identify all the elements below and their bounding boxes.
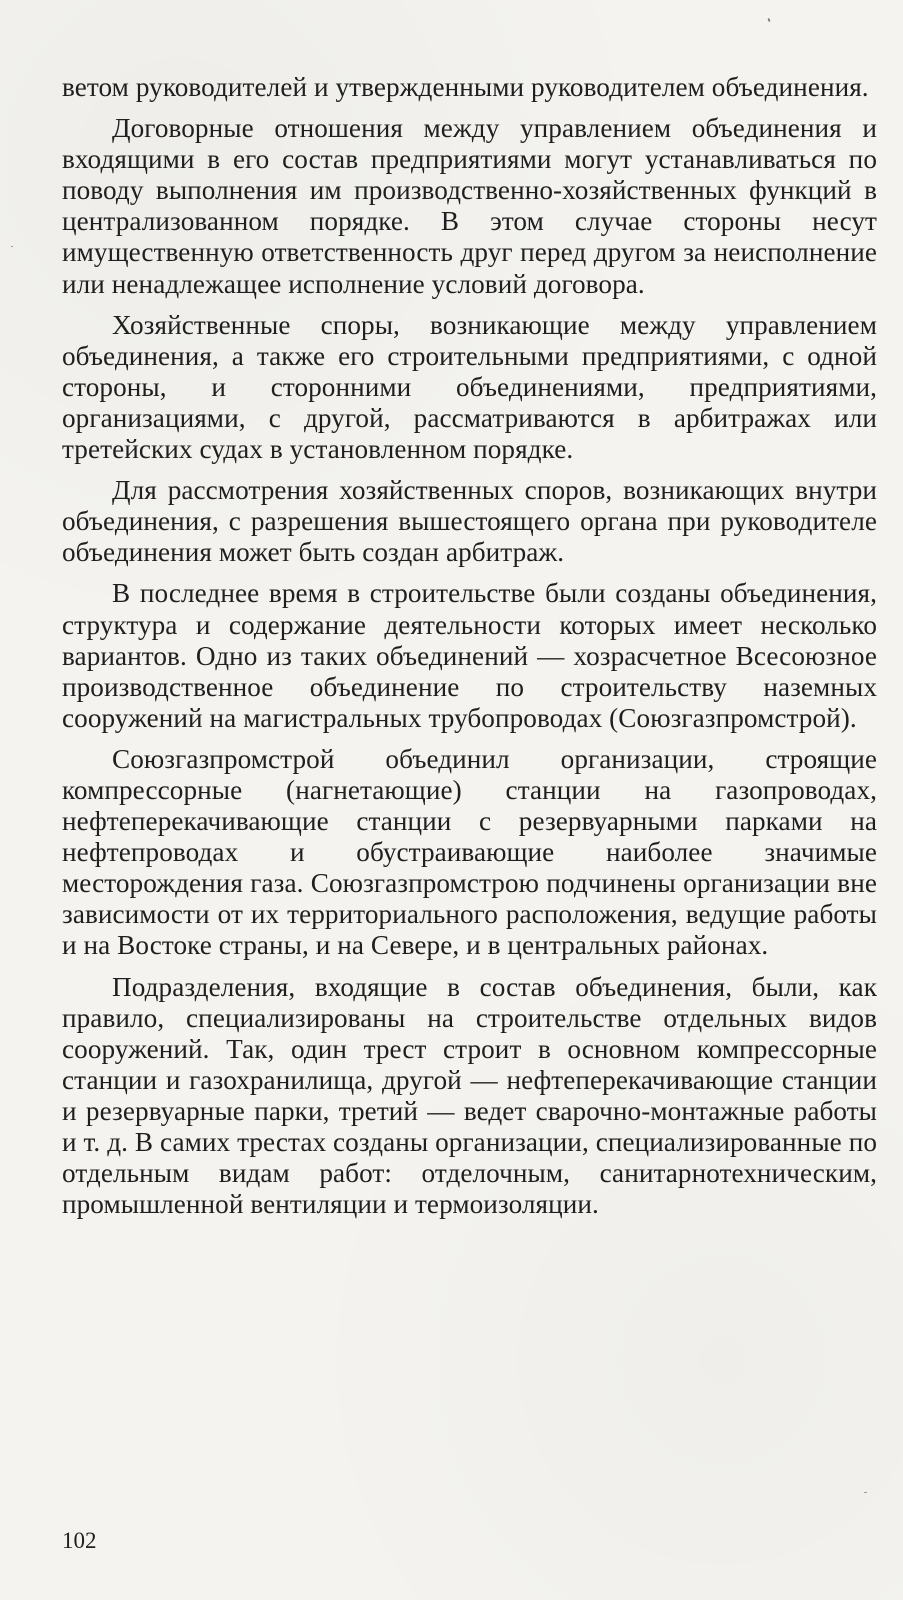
page-number: 102 [62,1528,97,1553]
paragraph-continuation: ветом руководителей и утвержденными руководителем объединения. [62,72,869,102]
page-text [62,72,877,1220]
paragraph-economic-disputes: Хозяйственные споры, возникающие между управлением объединения, а также его строительными предприятиями, с одной стороны, и сторонними объединениями, предприятиями, организациями, с другой, рассматриваются в арбитражах или третейских судах в установленном порядке. [62,309,877,465]
paragraph-recent-associations: В последнее время в строительстве были созданы объединения, структура и содержание деятельности которых имеет несколько вариантов. Одно из таких объединений — хозрасчетное Всесоюзное производственное объединение по строительству наземных сооружений на магистральных трубопроводах (Союзгазпромстрой). [62,578,877,733]
scan-speck [11,246,13,247]
scan-speck [767,18,770,22]
paragraph-contract-relations: Договорные отношения между управлением объединения и входящими в его состав предприятиями могут устанавливаться по поводу выполнения им производственно-хозяйственных функций в централизованном порядке. В этом случае стороны несут имущественную ответственность друг перед другом за неисполнение или ненадлежащее исполнение условий договора. [62,113,877,299]
paragraph-soyuzgazpromstroy: Союзгазпромстрой объединил организации, строящие компрессорные (нагнетающие) станции на газопроводах, нефтеперекачивающие станции с резервуарными парками на нефтепроводах и обустраивающие наиболее значимые месторождения газа. Союзгазпромстрою подчинены организации вне зависимости от их территориального расположения, ведущие работы и на Востоке страны, и на Севере, и в центральных районах. [62,743,877,961]
paragraph-subdivisions: Подразделения, входящие в состав объединения, были, как правило, специализированы на строительстве отдельных видов сооружений. Так, один трест строит в основном компрессорные станции и газохранилища, другой — нефтеперекачивающие станции и резервуарные парки, третий — ведет сварочно-монтажные работы и т. д. В самих трестах созданы организации, специализированные по отдельным видам работ: отделочным, санитарнотехническим, промышленной вентиляции и термоизоляции. [62,971,877,1220]
paragraph-arbitration: Для рассмотрения хозяйственных споров, возникающих внутри объединения, с разрешения вышестоящего органа при руководителе объединения может быть создан арбитраж. [62,475,877,568]
scan-speck [864,1492,867,1493]
